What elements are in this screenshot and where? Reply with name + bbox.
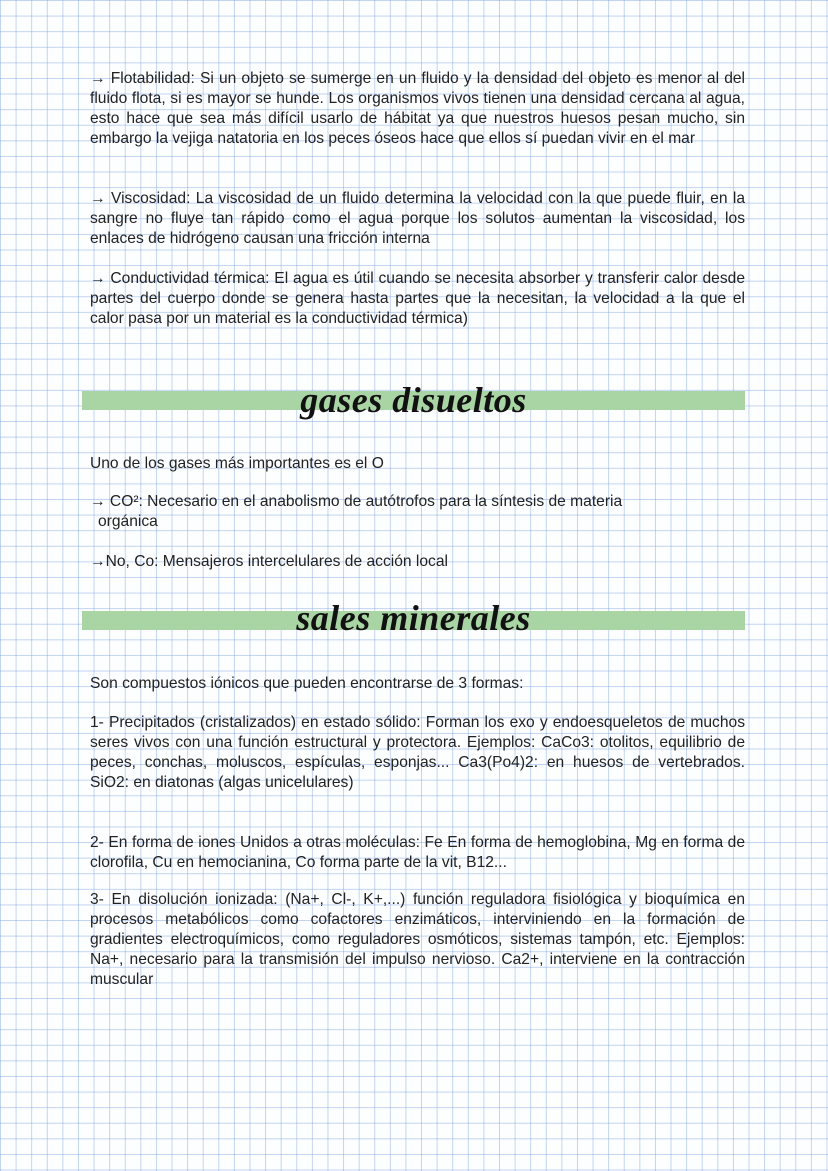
paragraph-conductividad: → Conductividad térmica: El agua es útil cuando se necesita absorber y transferir calor desde partes del cuerpo donde se genera hasta partes que la necesitan, la velocidad a la que el calor pasa por un material es la conductividad térmica) — [90, 270, 745, 327]
paragraph-viscosidad: → Viscosidad: La viscosidad de un fluido determina la velocidad con la que puede fluir, en la sangre no fluye tan rápido como el agua porque los solutos aumentan la viscosidad, los enlaces de hidrógeno causan una fricción interna — [90, 190, 745, 247]
paragraph-flotabilidad: → Flotabilidad: Si un objeto se sumerge en un fluido y la densidad del objeto es menor al del fluido flota, si es mayor se hunde. Los organismos vivos tienen una densidad cercana al agua, esto hace que sea más difícil usarlo de hábitat ya que nuestros huesos pesan mucho, sin embargo la vejiga natatoria en los peces óseos hace que ellos sí puedan vivir en el mar — [90, 70, 745, 147]
gases-intro: Uno de los gases más importantes es el O — [90, 455, 384, 472]
gases-no-co: →No, Co: Mensajeros intercelulares de acción local — [90, 553, 448, 570]
sales-item-3: 3- En disolución ionizada: (Na+, Cl-, K+,...) función reguladora fisiológica y bioquímica en procesos metabólicos como cofactores enzimáticos, interviniendo en la formación de gradientes electroquímicos, como reguladores osmóticos, sistemas tampón, etc. Ejemplos: Na+, necesario para la transmisión del impulso nervioso. Ca2+, interviene en la contracción muscular — [90, 891, 745, 988]
gases-co2-line-continued: orgánica — [98, 513, 158, 530]
section-heading-sales: sales minerales — [296, 598, 531, 638]
section-heading-gases: gases disueltos — [300, 380, 527, 420]
gases-co2-line: → CO²: Necesario en el anabolismo de autótrofos para la síntesis de materia — [90, 493, 623, 510]
sales-item-2: 2- En forma de iones Unidos a otras moléculas: Fe En forma de hemoglobina, Mg en forma de clorofila, Cu en hemocianina, Co forma parte de la vit, B12... — [90, 834, 745, 871]
sales-item-1: 1- Precipitados (cristalizados) en estado sólido: Forman los exo y endoesqueletos de muchos seres vivos con una función estructural y protectora. Ejemplos: CaCo3: otolitos, equilibrio de peces, conchas, moluscos, espículas, esponjas... Ca3(Po4)2: en huesos de vertebrados. SiO2: en diatonas (algas unicelulares) — [90, 714, 745, 791]
sales-intro: Son compuestos iónicos que pueden encontrarse de 3 formas: — [90, 675, 524, 692]
